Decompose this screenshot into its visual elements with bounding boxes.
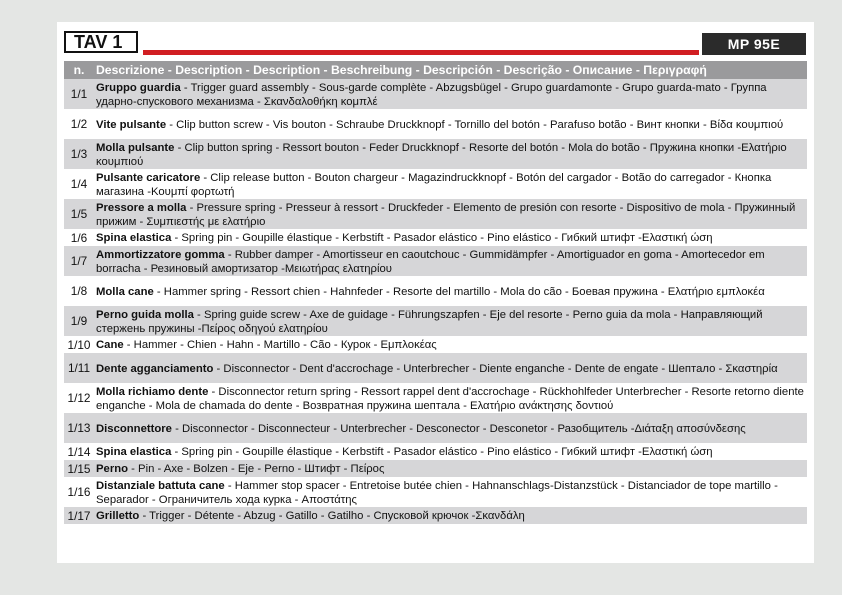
part-name: Spina elastica bbox=[96, 446, 172, 458]
part-number: 1/17 bbox=[64, 507, 94, 524]
table-row bbox=[64, 229, 807, 246]
table-header-row bbox=[64, 61, 807, 79]
part-name: Perno guida molla bbox=[96, 308, 194, 321]
part-number: 1/10 bbox=[64, 336, 94, 353]
part-translations: - Hammer spring - Ressort chien - Hahnfeder - Resorte del martillo - Mola do cão - Боевая пружина - Ελατήριο εμπλοκέα bbox=[153, 285, 765, 298]
part-name: Spina elastica bbox=[96, 232, 172, 244]
part-translations: - Pin - Axe - Bolzen - Eje - Perno - Штифт - Πείρος bbox=[128, 463, 385, 475]
part-number: 1/8 bbox=[64, 276, 94, 306]
part-name: Perno bbox=[96, 463, 129, 475]
part-description bbox=[94, 79, 807, 109]
part-number: 1/7 bbox=[64, 246, 94, 276]
part-description bbox=[94, 139, 807, 169]
part-number: 1/4 bbox=[64, 169, 94, 199]
part-name: Molla pulsante bbox=[96, 141, 175, 154]
part-number: 1/1 bbox=[64, 79, 94, 109]
part-number: 1/13 bbox=[64, 413, 94, 443]
part-name: Distanziale battuta cane bbox=[96, 479, 225, 492]
part-translations: - Spring pin - Goupille élastique - Kerbstift - Pasador elástico - Pino elástico - Гибкий штифт -Ελαστική ώση bbox=[171, 446, 713, 458]
part-name: Grilletto bbox=[96, 510, 140, 522]
part-description bbox=[94, 443, 807, 460]
part-number: 1/5 bbox=[64, 199, 94, 229]
table-row bbox=[64, 336, 807, 353]
table-row bbox=[64, 477, 807, 507]
part-description bbox=[94, 246, 807, 276]
table-row bbox=[64, 79, 807, 109]
model-badge: MP 95E bbox=[702, 33, 806, 55]
part-description bbox=[94, 477, 807, 507]
part-name: Molla cane bbox=[96, 285, 154, 298]
part-number: 1/12 bbox=[64, 383, 94, 413]
parts-table bbox=[64, 61, 807, 524]
part-number: 1/15 bbox=[64, 460, 94, 477]
table-row bbox=[64, 460, 807, 477]
part-name: Cane bbox=[96, 339, 124, 351]
part-name: Disconnettore bbox=[96, 422, 172, 435]
part-translations: - Spring guide screw - Axe de guidage - Führungszapfen - Eje del resorte - Perno guia da mola - Направляющий стержень пружины -Πείρος οδηγού ελατηρίου bbox=[96, 308, 763, 335]
part-translations: - Disconnector - Dent d'accrochage - Unterbrecher - Diente enganche - Dente de engate - Шептало - Σκαστηρία bbox=[213, 362, 778, 375]
part-description bbox=[94, 383, 807, 413]
part-number: 1/14 bbox=[64, 443, 94, 460]
table-row bbox=[64, 109, 807, 139]
table-row bbox=[64, 169, 807, 199]
part-description bbox=[94, 229, 807, 246]
part-number: 1/16 bbox=[64, 477, 94, 507]
table-row bbox=[64, 413, 807, 443]
part-translations: - Pressure spring - Presseur à ressort - Druckfeder - Elemento de presión con resorte - Dispositivo de mola - Пружинный прижим - Συμπιεστής με ελατήριο bbox=[96, 201, 796, 228]
table-row bbox=[64, 507, 807, 524]
part-translations: - Hammer stop spacer - Entretoise butée chien - Hahnanschlags-Distanzstück - Distanciador de tope martillo - Separador - Ограничитель хода курка - Αποστάτης bbox=[96, 479, 778, 506]
part-name: Dente agganciamento bbox=[96, 362, 214, 375]
part-description bbox=[94, 413, 807, 443]
table-row bbox=[64, 246, 807, 276]
column-header-description: Descrizione - Description - Description - Beschreibung - Descripción - Descrição - Описание - Περιγραφή bbox=[94, 61, 807, 79]
part-description bbox=[94, 276, 807, 306]
table-row bbox=[64, 383, 807, 413]
part-number: 1/11 bbox=[64, 353, 94, 383]
part-number: 1/3 bbox=[64, 139, 94, 169]
part-name: Molla richiamo dente bbox=[96, 385, 209, 398]
part-number: 1/9 bbox=[64, 306, 94, 336]
part-description bbox=[94, 306, 807, 336]
part-description bbox=[94, 353, 807, 383]
part-translations: - Clip release button - Bouton chargeur - Magazindruckknopf - Botón del cargador - Botão do carregador - Кнопка магазина -Κουμπί φορτωτή bbox=[96, 171, 772, 198]
part-translations: - Clip button screw - Vis bouton - Schraube Druckknopf - Tornillo del botón - Parafuso botão - Винт кнопки - Βίδα κουμπιού bbox=[166, 118, 784, 131]
part-number: 1/2 bbox=[64, 109, 94, 139]
part-translations: - Rubber damper - Amortisseur en caoutchouc - Gummidämpfer - Amortiguador en goma - Amortecedor em borracha - Резиновый амортизатор -Μειωτήρας ελατηρίου bbox=[96, 248, 765, 275]
part-description bbox=[94, 507, 807, 524]
part-description bbox=[94, 199, 807, 229]
part-translations: - Spring pin - Goupille élastique - Kerbstift - Pasador elástico - Pino elástico - Гибкий штифт -Ελαστική ώση bbox=[171, 232, 713, 244]
part-translations: - Disconnector return spring - Ressort rappel dent d'accrochage - Rückhohlfeder Unterbrecher - Resorte retorno diente enganche - Mola de chamada do dente - Возвратная пружина шептала - Ελατήριο ανάκτησης δοντιού bbox=[96, 385, 804, 412]
part-name: Pulsante caricatore bbox=[96, 171, 201, 184]
table-row bbox=[64, 353, 807, 383]
part-description bbox=[94, 460, 807, 477]
table-row bbox=[64, 276, 807, 306]
part-description bbox=[94, 336, 807, 353]
part-name: Ammortizzatore gomma bbox=[96, 248, 225, 261]
table-row bbox=[64, 306, 807, 336]
column-header-number: n. bbox=[64, 61, 94, 79]
part-name: Vite pulsante bbox=[96, 118, 167, 131]
part-translations: - Disconnector - Disconnecteur - Unterbrecher - Desconector - Desconetor - Разобщитель -Διάταξη αποσύνδεσης bbox=[171, 422, 746, 435]
part-translations: - Trigger - Détente - Abzug - Gatillo - Gatilho - Спусковой крючок -Σκανδάλη bbox=[139, 510, 525, 522]
part-translations: - Hammer - Chien - Hahn - Martillo - Cão - Курок - Εμπλοκέας bbox=[123, 339, 437, 351]
table-row bbox=[64, 139, 807, 169]
part-name: Pressore a molla bbox=[96, 201, 187, 214]
part-translations: - Trigger guard assembly - Sous-garde complète - Abzugsbügel - Grupo guardamonte - Grupo guarda-mato - Группа ударно-спускового механизма - Σκανδαλοθήκη κομπλέ bbox=[96, 81, 767, 108]
part-name: Gruppo guardia bbox=[96, 81, 181, 94]
part-number: 1/6 bbox=[64, 229, 94, 246]
table-number-label: TAV 1 bbox=[64, 31, 138, 53]
part-description bbox=[94, 169, 807, 199]
part-translations: - Clip button spring - Ressort bouton - Feder Druckknopf - Resorte del botón - Mola do botão - Пружина кнопки -Ελατήριο κουμπιού bbox=[96, 141, 787, 168]
part-description bbox=[94, 109, 807, 139]
header-red-rule bbox=[143, 50, 699, 55]
table-row bbox=[64, 443, 807, 460]
table-row bbox=[64, 199, 807, 229]
